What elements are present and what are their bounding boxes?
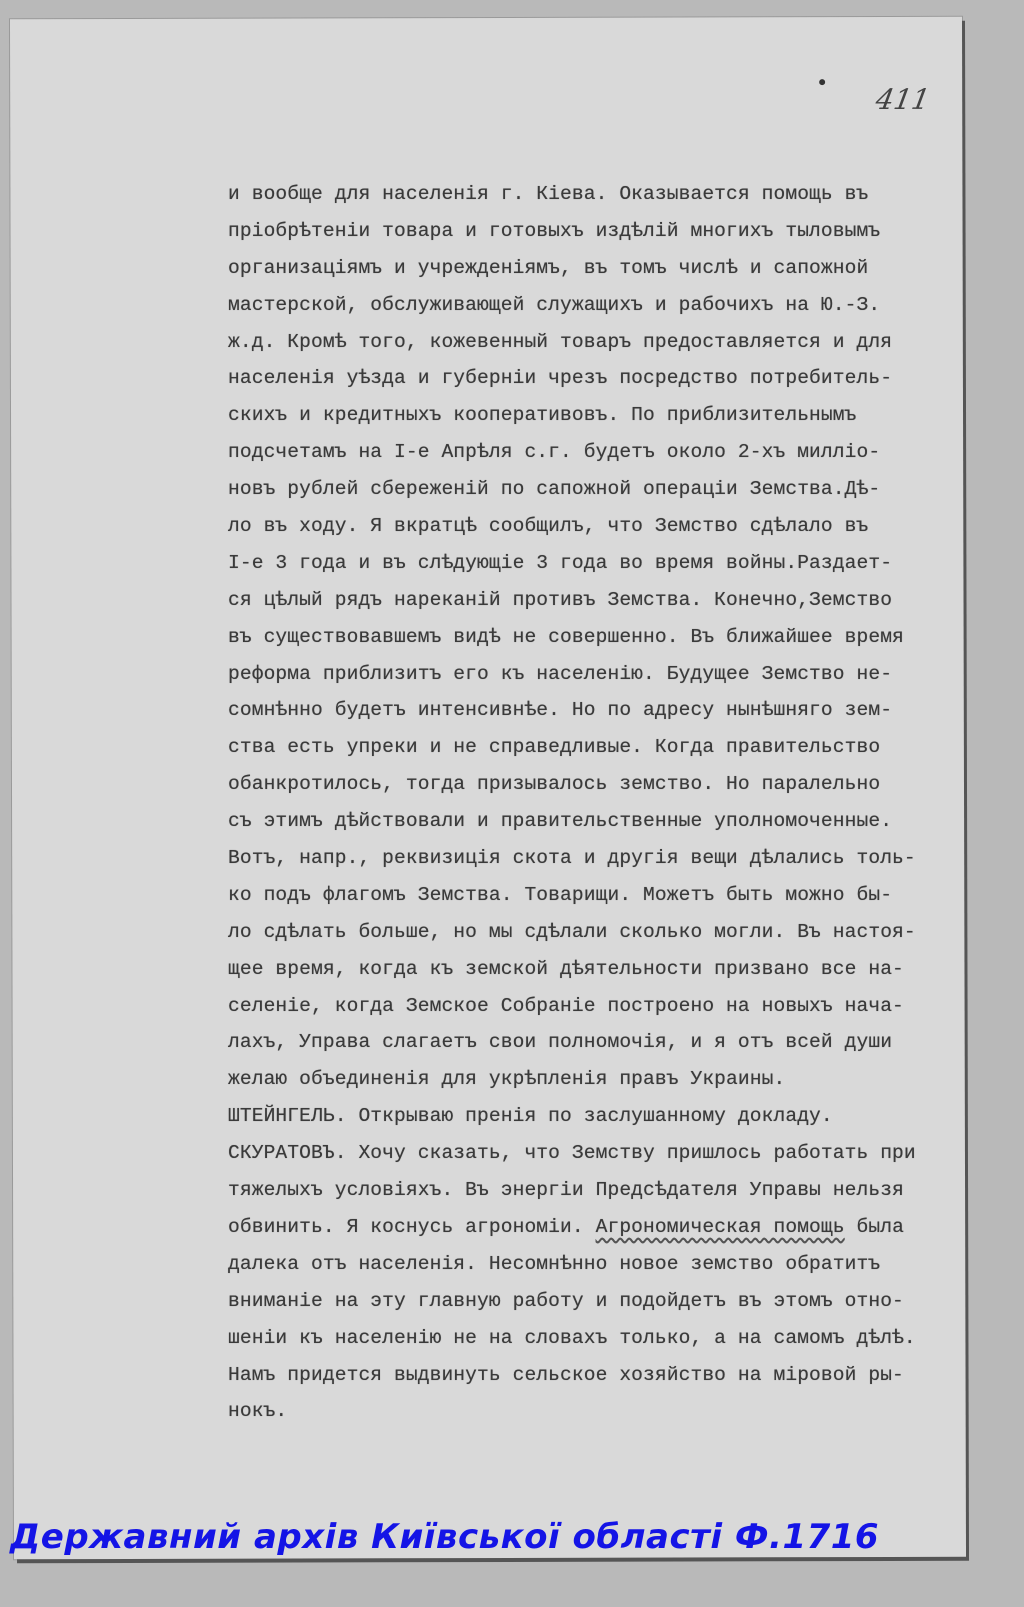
text-line: желаю объединенія для укрѣпленія правъ Украины. — [228, 1068, 786, 1091]
text-line: сомнѣнно будетъ интенсивнѣе. Но по адресу нынѣшняго зем- — [228, 699, 893, 722]
text-line: вниманіе на эту главную работу и подойдетъ въ этомъ отно- — [228, 1289, 904, 1312]
page-number-mark: 411 — [873, 82, 933, 116]
text-line: населенія уѣзда и губерніи чрезъ посредство потребитель- — [228, 367, 893, 390]
text-line: ло сдѣлать больше, но мы сдѣлали сколько могли. Въ настоя- — [228, 920, 916, 943]
text-line: ж.д. Кромѣ того, кожевенный товаръ предоставляется и для — [228, 330, 893, 353]
text-line: организаціямъ и учрежденіямъ, въ томъ числѣ и сапожной — [228, 256, 869, 279]
text-line: ко подъ флагомъ Земства. Товарищи. Можетъ быть можно бы- — [228, 883, 893, 906]
text-line: ся цѣлый рядъ нареканій противъ Земства. Конечно,Земство — [228, 588, 893, 611]
text-line: и вообще для населенія г. Кіева. Оказывается помощь въ — [228, 183, 869, 205]
text-line: ШТЕЙНГЕЛЬ. Открываю пренія по заслушанному докладу. — [228, 1105, 833, 1128]
text-line: обанкротилось, тогда призывалось земство. Но паралельно — [228, 773, 881, 796]
wavy-underline: Агрономическая помощь — [595, 1215, 845, 1238]
text-line: реформа приблизитъ его къ населенію. Будущее Земство не- — [228, 662, 893, 685]
text-line: пріобрѣтеніи товара и готовыхъ издѣлій многихъ тыловымъ — [228, 219, 881, 242]
text-line: новъ рублей сбереженій по сапожной операціи Земства.Дѣ- — [228, 478, 881, 501]
text-line: I-е 3 года и въ слѣдующіе 3 года во время войны.Раздает- — [228, 551, 893, 574]
typewritten-text — [228, 176, 948, 1430]
text-line: съ этимъ дѣйствовали и правительственные уполномоченные. — [228, 810, 893, 833]
text-line: подсчетамъ на I-е Апрѣля с.г. будетъ около 2-хъ милліо- — [228, 441, 881, 464]
text-line: далека отъ населенія. Несомнѣнно новое земство обратитъ — [228, 1252, 881, 1275]
text-line: тяжелыхъ условіяхъ. Въ энергіи Предсѣдателя Управы нельзя — [228, 1179, 904, 1202]
ink-dot — [819, 79, 825, 85]
text-line: мастерской, обслуживающей служащихъ и рабочихъ на Ю.-З. — [228, 293, 881, 316]
text-line: скихъ и кредитныхъ кооперативовъ. По приблизительнымъ — [228, 404, 857, 427]
text-line: щее время, когда къ земской дѣятельности призвано все на- — [228, 957, 904, 980]
text-line: Намъ придется выдвинуть сельское хозяйство на міровой ры- — [228, 1363, 904, 1386]
text-line: ства есть упреки и не справедливые. Когда правительство — [228, 736, 881, 759]
text-line: обвинить. Я коснусь агрономіи. Агрономическая помощь была — [228, 1215, 904, 1238]
text-line: ло въ ходу. Я вкратцѣ сообщилъ, что Земство сдѣлало въ — [228, 515, 869, 538]
text-line: нокъ. — [228, 1400, 288, 1423]
text-line: лахъ, Управа слагаетъ свои полномочія, и я отъ всей души — [228, 1031, 893, 1054]
text-line: селеніе, когда Земское Собраніе построено на новыхъ нача- — [228, 994, 904, 1017]
text-line: Вотъ, напр., реквизиція скота и другія вещи дѣлались толь- — [228, 847, 916, 870]
text-line: СКУРАТОВЪ. Хочу сказать, что Земству пришлось работать при — [228, 1142, 916, 1165]
archive-watermark: Державний архів Київської області Ф.1716 — [10, 1517, 880, 1557]
text-line: шеніи къ населенію не на словахъ только, а на самомъ дѣлѣ. — [228, 1326, 916, 1349]
text-line: въ существовавшемъ видѣ не совершенно. Въ ближайшее время — [228, 625, 904, 648]
